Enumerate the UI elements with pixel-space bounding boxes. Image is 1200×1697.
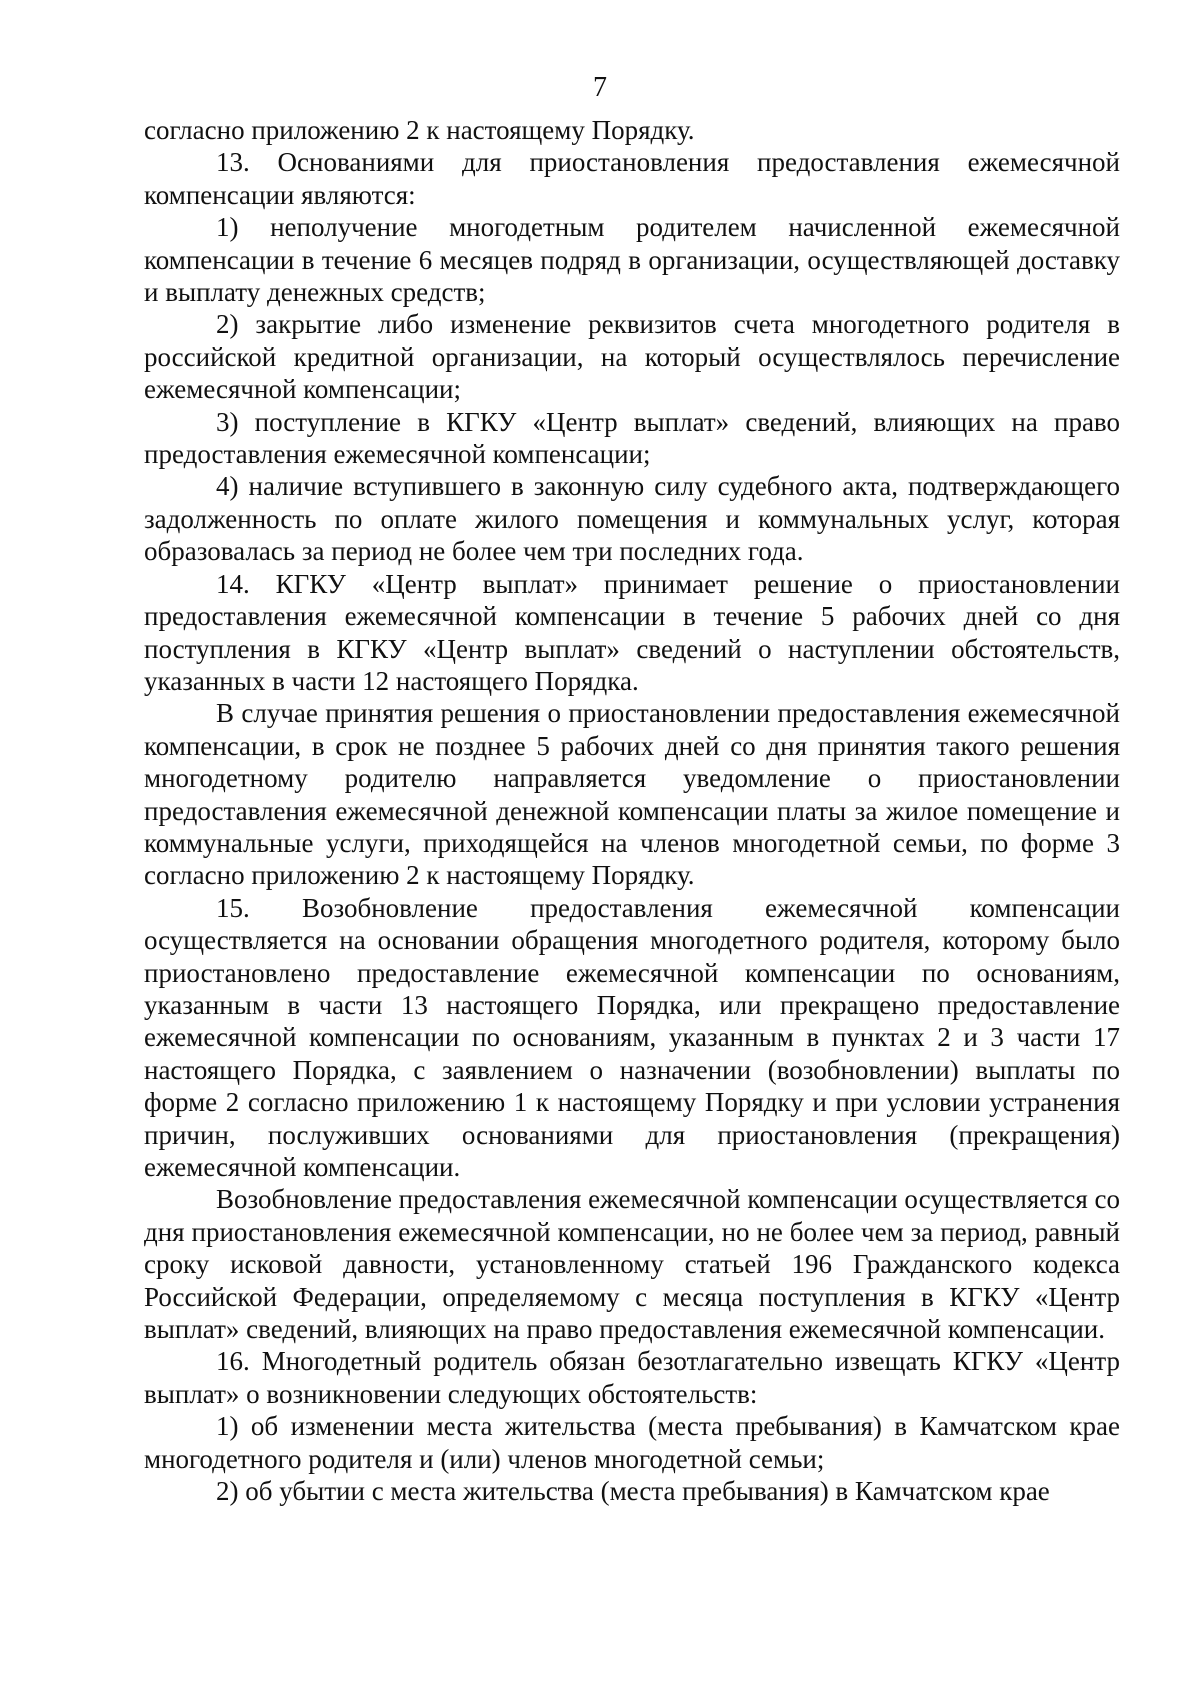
paragraph: 2) об убытии с места жительства (места пребывания) в Камчатском крае	[216, 1476, 1050, 1507]
paragraph: В случае принятия решения о приостановлении предоставления ежемесячной компенсации, в срок не позднее 5 рабочих дней со дня принятия такого решения многодетному родителю направляется уведомление о приостановлении предоставления ежемесячной денежной компенсации платы за жилое помещение и коммунальные услуги, приходящейся на членов многодетной семьи, по форме 3 согласно приложению 2 к настоящему Порядку.	[144, 698, 1120, 891]
paragraph: 14. КГКУ «Центр выплат» принимает решение о приостановлении предоставления ежемесячной компенсации в течение 5 рабочих дней со дня поступления в КГКУ «Центр выплат» сведений о наступлении обстоятельств, указанных в части 12 настоящего Порядка.	[144, 568, 1120, 696]
paragraph: 4) наличие вступившего в законную силу судебного акта, подтверждающего задолженность по оплате жилого помещения и коммунальных услуг, которая образовалась за период не более чем три последних года.	[144, 471, 1120, 567]
paragraph: 2) закрытие либо изменение реквизитов счета многодетного родителя в российской кредитной организации, на который осуществлялось перечисление ежемесячной компенсации;	[144, 309, 1120, 405]
paragraph: 15. Возобновление предоставления ежемесячной компенсации осуществляется на основании обращения многодетного родителя, которому было приостановлено предоставление ежемесячной компенсации по основаниям, указанным в части 13 настоящего Порядка, или прекращено предоставление ежемесячной компенсации по основаниям, указанным в пунктах 2 и 3 части 17 настоящего Порядка, с заявлением о назначении (возобновлении) выплаты по форме 2 согласно приложению 1 к настоящему Порядку и при условии устранения причин, послуживших основаниями для приостановления (прекращения) ежемесячной компенсации.	[144, 892, 1120, 1182]
paragraph: согласно приложению 2 к настоящему Порядку.	[144, 115, 695, 145]
paragraph: 16. Многодетный родитель обязан безотлагательно извещать КГКУ «Центр выплат» о возникновении следующих обстоятельств:	[144, 1346, 1120, 1409]
document-body	[144, 114, 1120, 1507]
paragraph: 13. Основаниями для приостановления предоставления ежемесячной компенсации являются:	[144, 147, 1120, 210]
paragraph: 1) неполучение многодетным родителем начисленной ежемесячной компенсации в течение 6 месяцев подряд в организации, осуществляющей доставку и выплату денежных средств;	[144, 212, 1120, 308]
paragraph: 1) об изменении места жительства (места пребывания) в Камчатском крае многодетного родителя и (или) членов многодетной семьи;	[144, 1411, 1120, 1474]
paragraph: Возобновление предоставления ежемесячной компенсации осуществляется со дня приостановления ежемесячной компенсации, но не более чем за период, равный сроку исковой давности, установленному статьей 196 Гражданского кодекса Российской Федерации, определяемому с месяца поступления в КГКУ «Центр выплат» сведений, влияющих на право предоставления ежемесячной компенсации.	[144, 1184, 1120, 1345]
page-number: 7	[593, 72, 607, 103]
paragraph: 3) поступление в КГКУ «Центр выплат» сведений, влияющих на право предоставления ежемесячной компенсации;	[144, 406, 1120, 470]
